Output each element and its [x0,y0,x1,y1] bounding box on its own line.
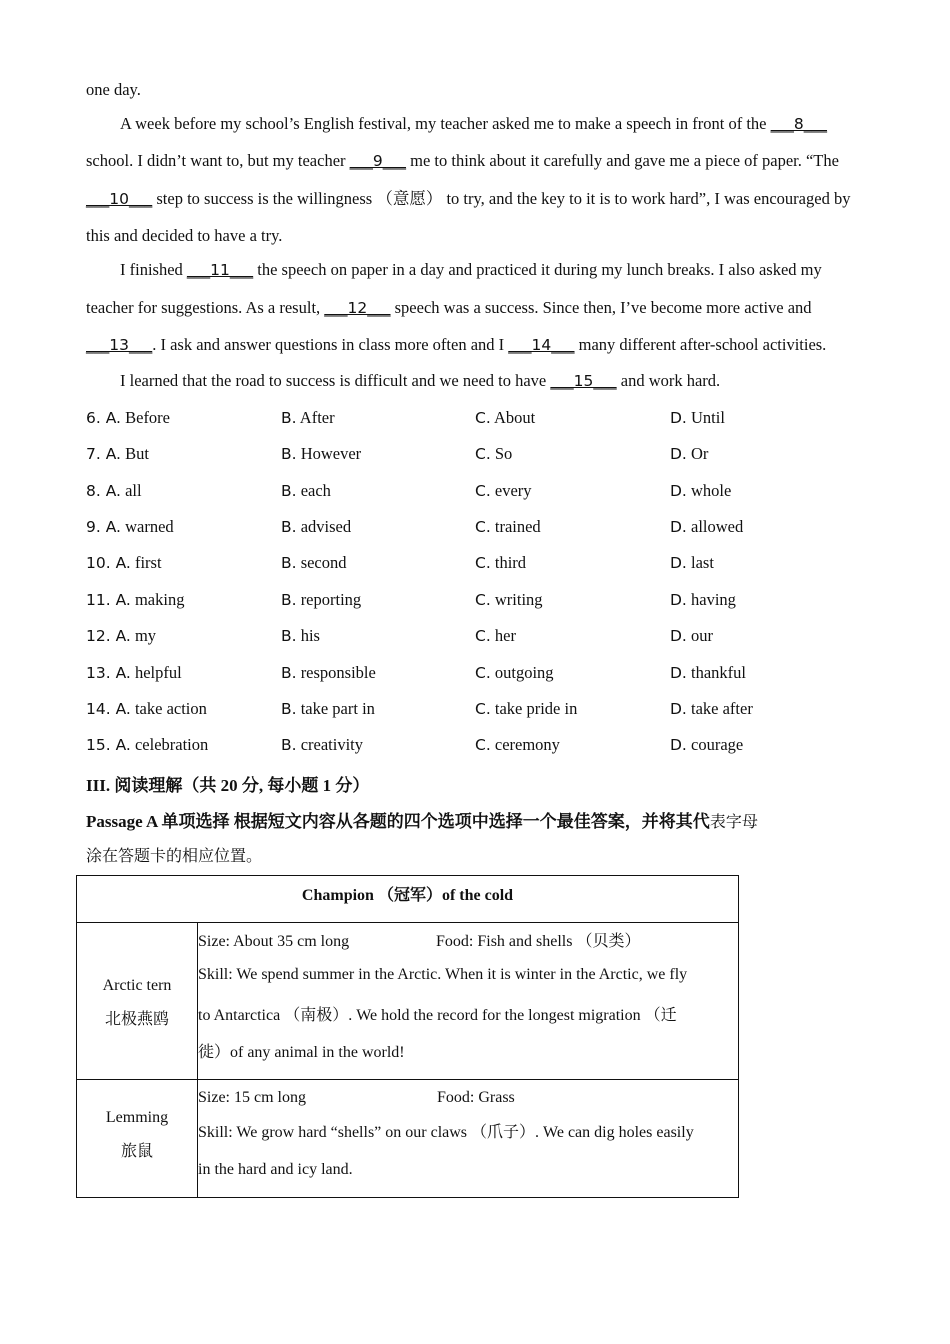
text: teacher for suggestions. As a result, [86,298,325,317]
question-number: 13. A. [86,664,131,682]
size-text: Size: About 35 cm long [198,933,350,950]
option-text: allowed [691,517,744,536]
champion-table [76,875,739,1198]
option-label: B. [281,409,297,427]
option-d[interactable] [670,590,736,610]
option-text: advised [300,517,352,536]
option-text: Until [691,408,725,427]
animal-name-en: Arctic tern [102,977,172,994]
passage-p3-line-1 [120,371,720,391]
option-a[interactable] [86,735,208,755]
option-text: helpful [134,663,182,682]
option-text: outgoing [494,663,554,682]
text: this and decided to have a try. [86,226,283,245]
option-b[interactable] [281,590,361,610]
skill-line: 徙）of any animal in the world! [198,1044,405,1061]
option-text: take pride in [494,699,578,718]
text: speech was a success. Since then, I’ve become more active and [390,298,812,317]
skill-line: to Antarctica （南极）. We hold the record for the longest migration （迁 [198,1007,677,1024]
option-text: writing [494,590,543,609]
food-text: Food: Grass [437,1089,515,1106]
option-label: B. [281,482,297,500]
option-d[interactable] [670,553,714,573]
option-text: reporting [300,590,362,609]
option-label: D. [670,664,687,682]
option-text: making [134,590,185,609]
blank-13: ___13___ [86,336,153,354]
option-text: However [300,444,362,463]
option-text: her [494,626,516,645]
option-text: all [125,481,142,500]
passage-p2-line-3 [86,335,826,355]
question-number: 11. A. [86,591,131,609]
animal-info-cell [198,923,739,1080]
option-a[interactable] [86,517,174,537]
option-d[interactable] [670,444,708,464]
option-c[interactable] [475,444,512,464]
table-title: Champion （冠军）of the cold [77,876,739,923]
option-text: Before [125,408,171,427]
passage-p2-line-1 [120,260,822,280]
skill-line: Skill: We grow hard “shells” on our claws （爪子）. We can dig holes easily [198,1124,694,1141]
option-d[interactable] [670,517,743,537]
passage-p2-line-2 [86,298,812,318]
option-label: D. [670,627,687,645]
option-text: About [493,408,536,427]
option-label: C. [475,591,491,609]
option-label: C. [475,409,491,427]
option-d[interactable] [670,699,753,719]
question-number: 6. A. [86,409,121,427]
option-c[interactable] [475,553,526,573]
option-label: B. [281,518,297,536]
option-b[interactable] [281,517,351,537]
option-b[interactable] [281,663,376,683]
option-a[interactable] [86,699,207,719]
text: . I ask and answer questions in class more often and I [152,335,509,354]
text: many different after-school activities. [574,335,827,354]
blank-8: ___8___ [770,115,828,133]
option-text: every [494,481,532,500]
question-number: 14. A. [86,700,131,718]
option-text: whole [691,481,732,500]
option-label: B. [281,591,297,609]
text: me to think about it carefully and gave me a piece of paper. “The [406,151,839,170]
blank-12: ___12___ [324,299,391,317]
option-label: B. [281,736,297,754]
size-food-line [198,1080,738,1116]
size-food-line [198,924,738,960]
option-c[interactable] [475,517,541,537]
option-text: his [300,626,320,645]
table-row [77,923,739,1080]
option-a[interactable] [86,553,162,573]
option-b[interactable] [281,481,331,501]
option-c[interactable] [475,481,532,501]
option-label: C. [475,700,491,718]
option-b[interactable] [281,553,347,573]
option-c[interactable] [475,663,554,683]
option-label: B. [281,445,297,463]
option-b[interactable] [281,699,375,719]
text: step to success is the willingness （意愿） to try, and the key to it is to work hard”, I was encouraged by [152,189,851,208]
option-label: B. [281,554,297,572]
option-a[interactable] [86,408,170,428]
option-c[interactable] [475,699,577,719]
option-b[interactable] [281,444,361,464]
option-text: thankful [691,663,746,682]
option-text: having [691,590,736,609]
option-a[interactable] [86,590,184,610]
animal-name-zh: 北极燕鸥 [104,1011,169,1028]
option-a[interactable] [86,663,182,683]
option-label: C. [475,664,491,682]
skill-line: in the hard and icy land. [198,1161,353,1178]
option-text: third [494,553,527,572]
option-text: last [691,553,714,572]
text: I learned that the road to success is difficult and we need to have [120,371,551,390]
instruction-bold: Passage A 单项选择 根据短文内容从各题的四个选项中选择一个最佳答案，并将其代 [86,812,710,831]
option-label: C. [475,518,491,536]
text: the speech on paper in a day and practiced it during my lunch breaks. I also asked my [253,260,822,279]
section-title: III. 阅读理解（共 20 分, 每小题 1 分） [86,776,370,795]
option-text: celebration [134,735,209,754]
blank-9: ___9___ [349,152,407,170]
option-c[interactable] [475,735,560,755]
instruction-tail: 表字母 [709,814,758,831]
option-label: D. [670,518,687,536]
skill-line: Skill: We spend summer in the Arctic. When it is winter in the Arctic, we fly [198,966,688,983]
animal-name-zh: 旅鼠 [120,1143,153,1160]
option-label: B. [281,664,297,682]
option-label: D. [670,700,687,718]
option-text: take action [134,699,207,718]
option-text: take after [691,699,753,718]
option-label: D. [670,482,687,500]
option-text: my [134,626,157,645]
animal-cell [77,923,198,1080]
passage-instruction [86,807,758,832]
passage-p1-line-4 [86,226,282,246]
option-d[interactable] [670,408,725,428]
option-text: creativity [300,735,363,754]
question-number: 10. A. [86,554,131,572]
blank-10: ___10___ [86,190,153,208]
option-label: C. [475,736,491,754]
passage-p1-line-1 [120,114,827,134]
text: school. I didn’t want to, but my teacher [86,151,350,170]
blank-14: ___14___ [508,336,575,354]
option-label: D. [670,736,687,754]
option-label: C. [475,627,491,645]
option-d[interactable] [670,481,731,501]
option-text: first [134,553,162,572]
option-a[interactable] [86,481,142,501]
passage-p1-line-2 [86,151,839,171]
option-d[interactable] [670,626,713,646]
blank-11: ___11___ [186,261,254,279]
option-label: C. [475,482,491,500]
text: A week before my school’s English festival, my teacher asked me to make a speech in front of the [120,114,771,133]
option-text: warned [125,517,174,536]
option-label: C. [475,445,491,463]
option-b[interactable] [281,626,320,646]
animal-cell [77,1080,198,1198]
option-b[interactable] [281,408,335,428]
question-number: 8. A. [86,482,121,500]
option-label: B. [281,700,297,718]
option-label: D. [670,409,687,427]
passage-p1-line-3 [86,189,850,209]
option-label: D. [670,591,687,609]
question-number: 9. A. [86,518,121,536]
table-header-row [77,876,739,923]
question-number: 7. A. [86,445,121,463]
option-label: B. [281,627,297,645]
question-number: 15. A. [86,736,131,754]
option-text: But [125,444,149,463]
option-text: take part in [300,699,375,718]
option-label: D. [670,554,687,572]
text: I finished [120,260,187,279]
option-d[interactable] [670,663,746,683]
option-text: responsible [300,663,376,682]
table-row [77,1080,739,1198]
option-text: Or [691,444,709,463]
option-label: C. [475,554,491,572]
option-text: each [300,481,331,500]
text: and work hard. [616,371,721,390]
option-text: trained [494,517,541,536]
option-text: second [300,553,347,572]
option-c[interactable] [475,590,543,610]
animal-name-en: Lemming [105,1109,169,1126]
size-text: Size: 15 cm long [198,1089,306,1106]
option-text: After [299,408,335,427]
option-label: D. [670,445,687,463]
question-number: 12. A. [86,627,131,645]
option-a[interactable] [86,626,156,646]
option-b[interactable] [281,735,363,755]
text: one day. [86,80,141,99]
option-d[interactable] [670,735,743,755]
option-text: So [494,444,513,463]
passage-instruction-line-2: 涂在答题卡的相应位置。 [86,848,263,865]
option-text: ceremony [494,735,560,754]
passage-line-0 [86,80,141,100]
animal-info-cell [198,1080,739,1198]
blank-15: ___15___ [550,372,617,390]
food-text: Food: Fish and shells （贝类） [436,933,641,950]
option-a[interactable] [86,444,149,464]
option-text: our [691,626,713,645]
option-c[interactable] [475,626,516,646]
option-c[interactable] [475,408,535,428]
option-text: courage [691,735,744,754]
